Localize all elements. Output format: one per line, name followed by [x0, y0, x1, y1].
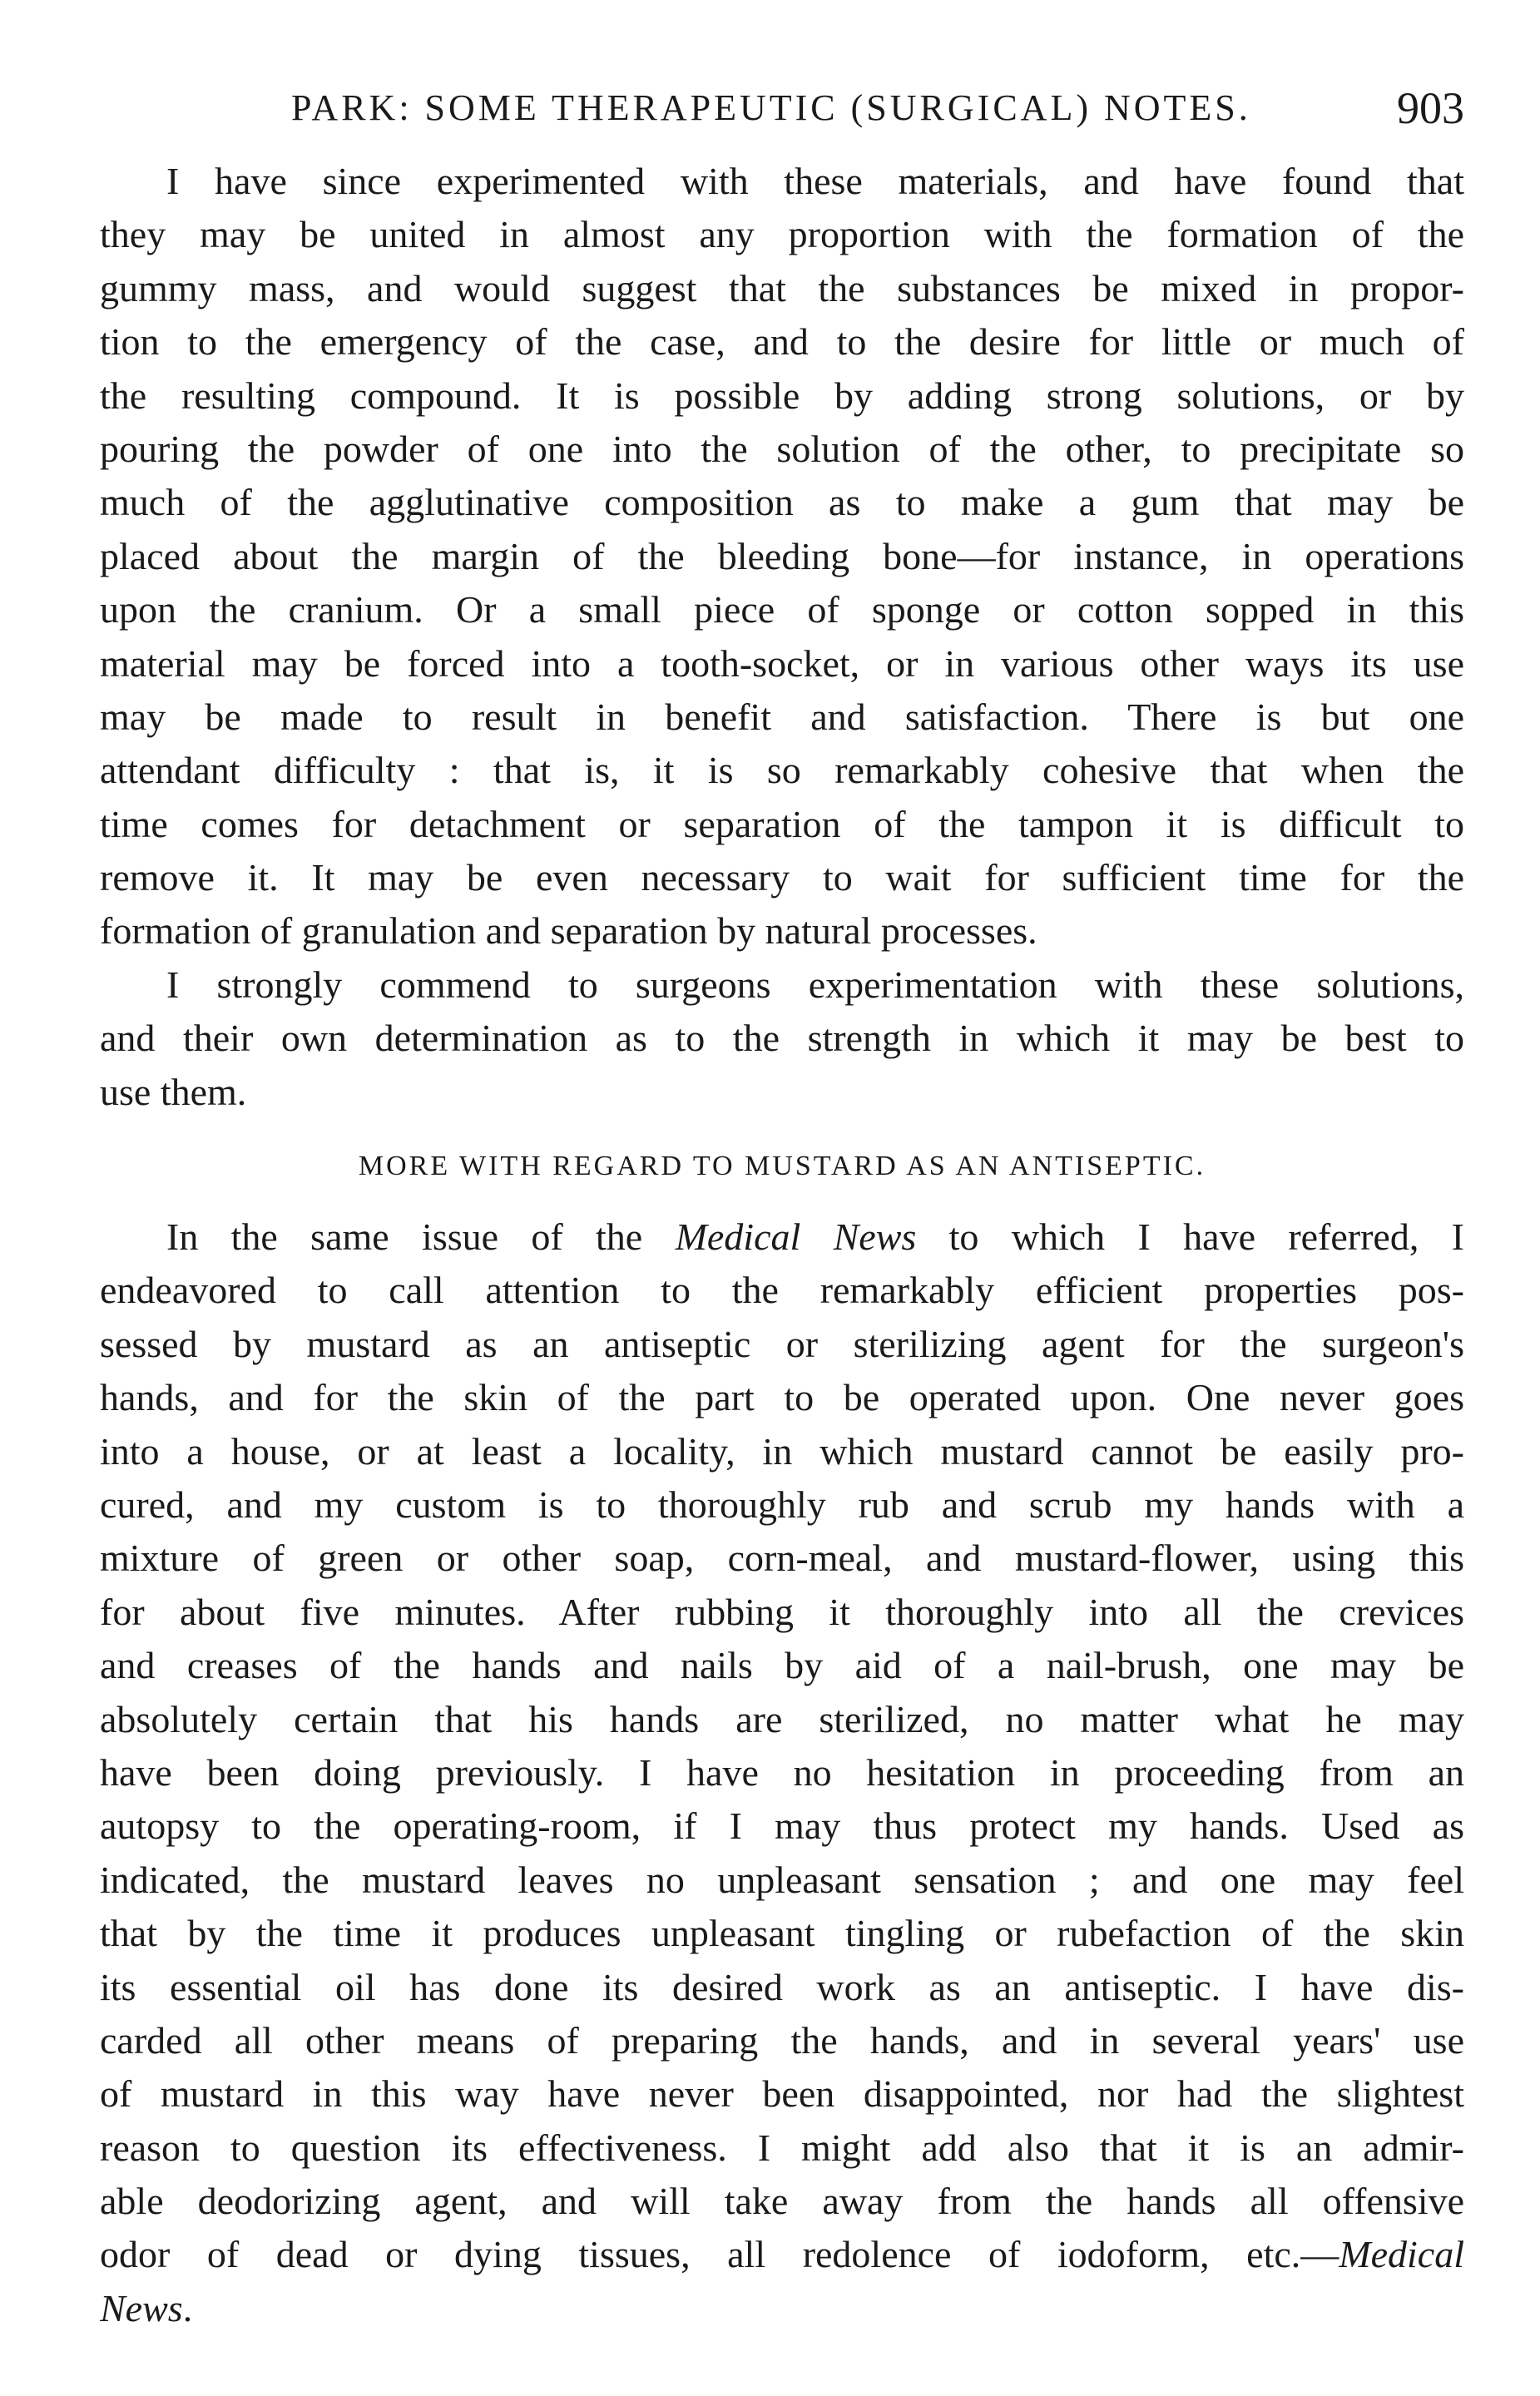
text-line: its essential oil has done its desired work as an antiseptic. I have dis-	[100, 1965, 1464, 2008]
text-line: upon the cranium. Or a small piece of sponge or cotton sopped in this	[100, 588, 1464, 631]
text-fragment: to which I have referred, I	[916, 1215, 1464, 1259]
text-line: I strongly commend to surgeons experimentation with these solutions,	[166, 963, 1464, 1006]
journal-title: Medical News	[675, 1215, 917, 1259]
text-line: remove it. It may be even necessary to wait for sufficient time for the	[100, 856, 1464, 899]
text-line: reason to question its effectiveness. I might add also that it is an admir-	[100, 2126, 1464, 2169]
text-line: into a house, or at least a locality, in which mustard cannot be easily pro-	[100, 1429, 1464, 1473]
paragraph-3	[100, 1210, 1464, 2335]
text-fragment: .	[182, 2286, 193, 2329]
text-line: for about five minutes. After rubbing it thoroughly into all the crevices	[100, 1590, 1464, 1633]
text-line: endeavored to call attention to the remarkably efficient properties pos-	[100, 1269, 1464, 1312]
text-line: indicated, the mustard leaves no unpleasant sensation ; and one may feel	[100, 1858, 1464, 1901]
section-heading: MORE WITH REGARD TO MUSTARD AS AN ANTISEPTIC.	[358, 1151, 1206, 1182]
text-line: pouring the powder of one into the solution of the other, to precipitate so	[100, 427, 1464, 470]
text-line: tion to the emergency of the case, and to the desire for little or much of	[100, 320, 1464, 364]
text-line: and their own determination as to the strength in which it may be best to	[100, 1017, 1464, 1060]
text-line: gummy mass, and would suggest that the substances be mixed in propor-	[100, 266, 1464, 309]
paragraph-2	[100, 958, 1464, 1119]
text-line: and creases of the hands and nails by aid of a nail-brush, one may be	[100, 1644, 1464, 1687]
text-line: material may be forced into a tooth-socket, or in various other ways its use	[100, 641, 1464, 685]
text-line: mixture of green or other soap, corn-meal, and mustard-flower, using this	[100, 1537, 1464, 1580]
text-fragment: odor of dead or dying tissues, all redolence of iodoform, etc.—	[100, 2233, 1339, 2276]
text-line: I have since experimented with these materials, and have found that	[166, 160, 1464, 202]
text-line: use them.	[100, 1070, 247, 1113]
text-line: formation of granulation and separation by natural processes.	[100, 909, 1037, 953]
text-line: placed about the margin of the bleeding bone—for instance, in operations	[100, 534, 1464, 577]
paragraph-1	[100, 155, 1464, 958]
text-line: autopsy to the operating-room, if I may thus protect my hands. Used as	[100, 1804, 1464, 1848]
text-line: may be made to result in benefit and satisfaction. There is but one	[100, 695, 1464, 738]
text-line: hands, and for the skin of the part to be operated upon. One never goes	[100, 1376, 1464, 1419]
text-line: of mustard in this way have never been disappointed, nor had the slightest	[100, 2072, 1464, 2116]
text-line: cured, and my custom is to thoroughly rub and scrub my hands with a	[100, 1483, 1464, 1526]
text-fragment: In the same issue of the	[166, 1215, 676, 1259]
running-title: PARK: SOME THERAPEUTIC (SURGICAL) NOTES.	[291, 87, 1251, 128]
document-page	[100, 75, 1464, 2354]
text-line: have been doing previously. I have no hesitation in proceeding from an	[100, 1750, 1464, 1794]
text-line: the resulting compound. It is possible by adding strong solutions, or by	[100, 374, 1464, 417]
text-line: absolutely certain that his hands are sterilized, no matter what he may	[100, 1697, 1464, 1740]
journal-title: News	[100, 2286, 183, 2329]
text-line: time comes for detachment or separation of the tampon it is difficult to	[100, 802, 1464, 845]
text-line: that by the time it produces unpleasant tingling or rubefaction of the skin	[100, 1912, 1464, 1955]
running-head	[100, 75, 1464, 141]
text-line: sessed by mustard as an antiseptic or sterilizing agent for the surgeon's	[100, 1322, 1464, 1365]
journal-title: Medical	[1339, 2233, 1464, 2276]
text-line: able deodorizing agent, and will take away from the hands all offensive	[100, 2180, 1464, 2223]
page-number: 903	[1397, 83, 1464, 133]
text-line	[100, 2228, 1464, 2281]
text-line: they may be united in almost any proportion with the formation of the	[100, 213, 1464, 256]
text-line: much of the agglutinative composition as to make a gum that may be	[100, 481, 1464, 524]
text-line	[100, 2282, 1464, 2335]
text-line: attendant difficulty : that is, it is so remarkably cohesive that when the	[100, 749, 1464, 792]
text-line: carded all other means of preparing the hands, and in several years' use	[100, 2018, 1464, 2062]
text-line	[100, 1210, 1464, 1264]
